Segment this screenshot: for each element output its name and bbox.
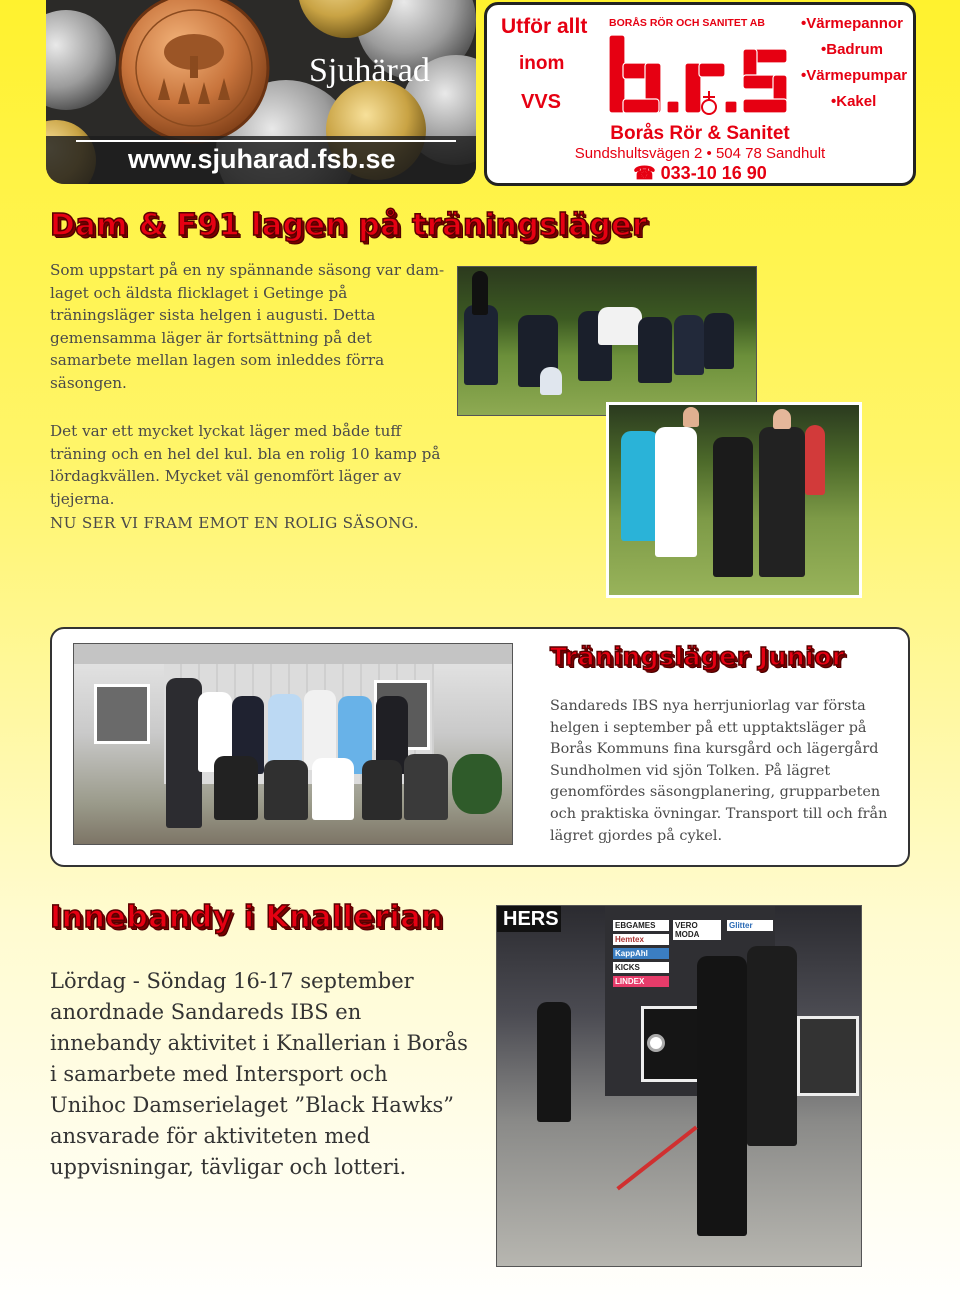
brs-address: Sundshultsvägen 2 • 504 78 Sandhult (574, 145, 826, 162)
brs-service-item: •Värmepumpar (801, 67, 908, 84)
brs-phone[interactable] (487, 163, 913, 184)
brs-tagline-line: Utför allt (501, 15, 588, 38)
bank-title: Sjuhärad (309, 52, 430, 89)
divider (76, 140, 456, 142)
store-sign: VERO MODA (673, 920, 721, 940)
article-paragraph: Det var ett mycket lyckat läger med både tuff träning och en hel del kul. bla en rolig 10 kamp på lördagkvällen. Mycket väl genomfört läger av tjejerna. (50, 422, 441, 508)
store-sign: HERS (497, 906, 561, 932)
store-sign: KICKS (613, 962, 669, 973)
store-sign: Hemtex (613, 934, 669, 945)
brs-company-small: BORÅS RÖR OCH SANITET AB (609, 17, 765, 29)
bank-url-link[interactable]: www.sjuharad.fsb.se (128, 144, 396, 174)
store-sign: Glitter (727, 920, 773, 931)
article-heading: Träningsläger Junior (550, 642, 845, 671)
article-heading: Dam & F91 lagen på träningsläger (50, 208, 648, 243)
brs-tagline-line: inom (519, 53, 565, 74)
store-sign: KappAhl (613, 948, 669, 959)
brs-logo (605, 29, 789, 121)
store-sign: EBGAMES (613, 920, 669, 931)
article-heading: Innebandy i Knallerian (50, 900, 443, 935)
brs-service-item: •Kakel (831, 93, 877, 110)
article-paragraph: Sandareds IBS nya herrjuniorlag var första helgen i september på ett upptaktsläger på Borås Kommuns fina kursgård och lägergård Sundholmen vid sjön Tolken. På lägret genomfördes säsongplanering, grupparbeten och praktiska övningar. Transport till och från lägret gjordes på cykel. (550, 698, 888, 844)
training-photo (457, 266, 757, 416)
article-paragraph: Som uppstart på en ny spännande säsong var dam-laget och äldsta flicklaget i Getinge på träningsläger sista helgen i augusti. Detta gemensamma läger är fortsättning på det samarbete mellan lagen som inleddes förra säsongen. (50, 261, 445, 392)
brs-company-name: Borås Rör & Sanitet (610, 123, 790, 144)
brs-phone-number: 033-10 16 90 (660, 163, 767, 183)
brs-advertisement[interactable] (484, 2, 916, 186)
brs-service-item: •Värmepannor (801, 15, 903, 32)
bank-advertisement[interactable] (46, 0, 476, 184)
store-sign: LINDEX (613, 976, 669, 987)
phone-icon: ☎ (633, 163, 661, 183)
training-photo (606, 402, 862, 598)
brs-service-item: •Badrum (821, 41, 883, 58)
article-paragraph: Lördag - Söndag 16-17 september anordnade Sandareds IBS en innebandy aktivitet i Knallerian i Borås i samarbete med Intersport och Unihoc Damserielaget ”Black Hawks” ansvarade för aktiviteten med uppvisningar, tävligar och lotteri. (50, 969, 468, 1179)
mall-floorball-photo (496, 905, 862, 1267)
article-paragraph: NU SER VI FRAM EMOT EN ROLIG SÄSONG. (50, 514, 419, 532)
junior-team-photo (73, 643, 513, 845)
brs-tagline-line: VVS (521, 91, 562, 113)
